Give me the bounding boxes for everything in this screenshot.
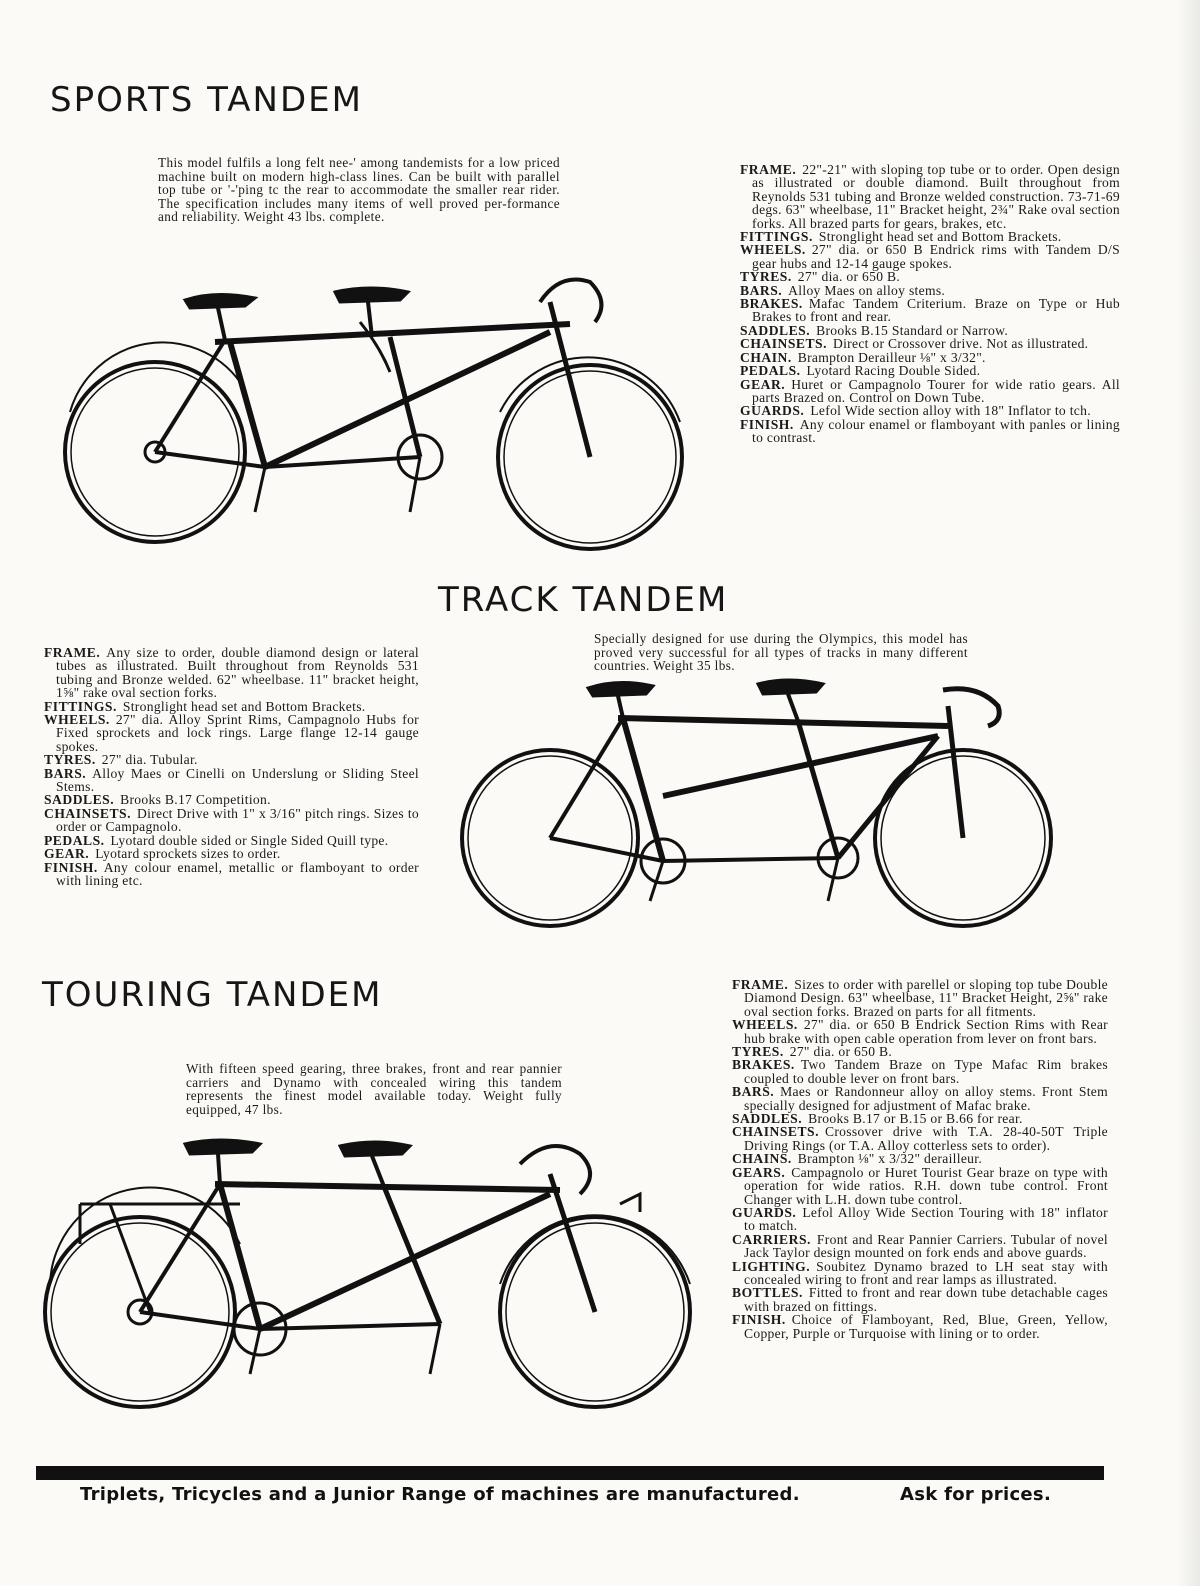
spec-text: Brampton Derailleur ⅛" x 3/32". <box>797 349 986 365</box>
spec-label: FRAME. <box>740 162 797 177</box>
spec-label: CHAINSETS. <box>740 336 827 352</box>
spec-text: Soubitez Dynamo brazed to LH seat stay with concealed wiring to front and rear lamps as illustrated. <box>744 1258 1108 1287</box>
spec-text: Stronglight head set and Bottom Brackets. <box>122 698 366 714</box>
spec-text: Crossover drive with T.A. 28-40-50T Triple Driving Rings (or T.A. Alloy cotterless sets to order). <box>744 1124 1108 1153</box>
spec-item <box>732 1045 1108 1058</box>
spec-text: Alloy Maes or Cinelli on Underslung or Sliding Steel Stems. <box>56 765 419 795</box>
spec-item <box>740 243 1120 270</box>
spec-item <box>732 978 1108 1018</box>
footer-rule <box>36 1466 1104 1480</box>
spec-label: PEDALS. <box>44 832 105 848</box>
spec-label: TYRES. <box>44 752 96 768</box>
footer-ask-prices: Ask for prices. <box>900 1484 1052 1505</box>
spec-item <box>732 1206 1108 1233</box>
spec-label: FITTINGS. <box>44 698 117 714</box>
spec-label: FINISH. <box>740 416 794 432</box>
spec-label: GUARDS. <box>740 403 805 419</box>
spec-label: FRAME. <box>44 645 101 660</box>
footer-range-note: Triplets, Tricycles and a Junior Range of machines are manufactured. <box>80 1484 800 1505</box>
sports-tandem-intro: This model fulfils a long felt nee-' among tandemists for a low priced machine built on modern high-class lines. Can be built with parallel top tube or '-'ping tc the rear to accommodate the smaller rear rider. The specification includes many items of well proved per-formance and reliability. Weight 43 lbs. complete. <box>158 155 560 225</box>
spec-label: FINISH. <box>44 859 98 875</box>
spec-text: Lefol Alloy Wide Section Touring with 18" inflator to match. <box>744 1204 1108 1234</box>
spec-text: Brooks B.17 or B.15 or B.66 for rear. <box>808 1111 1023 1127</box>
spec-label: CARRIERS. <box>732 1231 811 1247</box>
track-tandem-illustration <box>458 676 1058 951</box>
spec-label: FRAME. <box>732 977 789 992</box>
spec-label: CHAINSETS. <box>732 1124 819 1140</box>
spec-text: Any colour enamel or flamboyant with panles or lining to contrast. <box>752 416 1120 446</box>
spec-text: Lyotard Racing Double Sided. <box>806 363 981 379</box>
spec-text: Sizes to order with parellel or sloping top tube Double Diamond Design. 63" wheelbase, 11" Bracket Height, 2⅝" rake oval section forks. Brazed on parts for all fitments. <box>744 977 1108 1019</box>
spec-text: Fitted to front and rear down tube detachable cages with brazed on fittings. <box>744 1285 1108 1314</box>
spec-label: BOTTLES. <box>732 1285 803 1301</box>
spec-item <box>732 1313 1108 1340</box>
spec-text: 27" dia. or 650 B Endrick Section Rims with Rear hub brake with open cable operation from lever on front bars. <box>744 1017 1108 1046</box>
spec-text: Direct or Crossover drive. Not as illustrated. <box>832 336 1089 352</box>
spec-text: Lefol Wide section alloy with 18" Inflator to tch. <box>810 403 1091 419</box>
spec-item <box>740 364 1120 377</box>
spec-item <box>740 163 1120 230</box>
spec-item <box>44 713 419 753</box>
spec-item <box>740 378 1120 405</box>
spec-item <box>740 270 1120 283</box>
spec-label: BARS. <box>44 765 87 781</box>
touring-tandem-specs <box>732 978 1108 1340</box>
spec-text: Two Tandem Braze on Type Mafac Rim brakes coupled to double lever on front bars. <box>744 1057 1108 1086</box>
spec-item <box>732 1058 1108 1085</box>
spec-item <box>740 337 1120 350</box>
spec-label: GEARS. <box>732 1164 786 1180</box>
spec-item <box>44 646 419 700</box>
spec-text: Maes or Randonneur alloy on alloy stems. Front Stem specially designed for adjustment of Mafac brake. <box>744 1084 1108 1113</box>
spec-text: Mafac Tandem Criterium. Braze on Type or Hub Brakes to front and rear. <box>752 296 1120 325</box>
sports-tandem-specs <box>740 163 1120 445</box>
spec-item <box>732 1260 1108 1287</box>
spec-label: GEAR. <box>740 376 786 392</box>
spec-text: Any colour enamel, metallic or flamboyant to order with lining etc. <box>56 859 419 888</box>
spec-label: CHAINSETS. <box>44 805 131 821</box>
spec-text: 27" dia. Alloy Sprint Rims, Campagnolo Hubs for Fixed sprockets and lock rings. Large flange 12-14 gauge spokes. <box>56 712 419 754</box>
spec-item <box>732 1085 1108 1112</box>
spec-item <box>44 807 419 834</box>
sports-tandem-illustration <box>50 262 700 562</box>
spec-text: Alloy Maes on alloy stems. <box>788 282 946 298</box>
spec-label: GUARDS. <box>732 1204 797 1220</box>
spec-text: 27" dia. or 650 B Endrick rims with Tandem D/S gear hubs and 12-14 gauge spokes. <box>752 242 1120 271</box>
spec-item <box>740 404 1120 417</box>
spec-text: Campagnolo or Huret Tourist Gear braze on type with operation for wide ratios. R.H. down tube control. Front Changer with L.H. down tube control. <box>744 1164 1108 1207</box>
track-tandem-intro: Specially designed for use during the Olympics, this model has proved very successful for all types of tracks in many different countries. Weight 35 lbs. <box>594 631 968 674</box>
spec-text: Front and Rear Pannier Carriers. Tubular of novel Jack Taylor design mounted on fork ends and above guards. <box>744 1231 1108 1261</box>
spec-text: 27" dia. Tubular. <box>101 752 198 768</box>
spec-text: 27" dia. or 650 B. <box>797 269 901 285</box>
spec-label: WHEELS. <box>740 242 806 258</box>
spec-label: LIGHTING. <box>732 1258 811 1274</box>
spec-item <box>44 834 419 847</box>
spec-label: BRAKES. <box>740 296 803 312</box>
spec-item <box>732 1152 1108 1165</box>
spec-item <box>44 700 419 713</box>
spec-text: Direct Drive with 1" x 3/16" pitch rings. Sizes to order or Campagnolo. <box>56 805 419 835</box>
spec-label: WHEELS. <box>732 1017 798 1033</box>
spec-text: Brampton ⅛" x 3/32" derailleur. <box>797 1151 983 1167</box>
spec-text: Any size to order, double diamond design or lateral tubes as illustrated. Built throughout from Reynolds 531 tubing and Bronze welded. 62" wheelbase. 11" bracket height, 1⅝" rake oval section forks. <box>56 645 419 701</box>
spec-text: Brooks B.15 Standard or Narrow. <box>816 322 1009 338</box>
spec-text: Lyotard sprockets sizes to order. <box>95 846 281 862</box>
spec-item <box>740 297 1120 324</box>
spec-label: CHAINS. <box>732 1151 792 1167</box>
sports-tandem-heading: SPORTS TANDEM <box>50 80 363 120</box>
spec-text: Brooks B.17 Competition. <box>120 792 271 808</box>
spec-label: BARS. <box>732 1084 775 1100</box>
scan-edge-shadow <box>1178 0 1200 1586</box>
touring-tandem-illustration <box>40 1134 700 1434</box>
spec-item <box>44 847 419 860</box>
spec-label: SADDLES. <box>44 792 115 808</box>
touring-tandem-intro: With fifteen speed gearing, three brakes, front and rear pannier carriers and Dynamo with concealed wiring this tandem represents the finest model available today. Weight fully equipped, 47 lbs. <box>186 1061 562 1117</box>
spec-label: WHEELS. <box>44 712 110 728</box>
spec-text: Lyotard double sided or Single Sided Quill type. <box>110 832 389 848</box>
spec-text: Huret or Campagnolo Tourer for wide ratio gears. All parts Brazed on. Control on Down Tube. <box>752 376 1120 405</box>
spec-text: Stronglight head set and Bottom Brackets. <box>818 229 1062 245</box>
spec-item <box>740 418 1120 445</box>
spec-item <box>44 861 419 888</box>
spec-label: PEDALS. <box>740 363 801 379</box>
spec-item <box>732 1018 1108 1045</box>
spec-item <box>740 230 1120 243</box>
spec-item <box>740 324 1120 337</box>
spec-item <box>732 1125 1108 1152</box>
spec-item <box>44 793 419 806</box>
track-tandem-specs <box>44 646 419 887</box>
spec-text: Choice of Flamboyant, Red, Blue, Green, Yellow, Copper, Purple or Turquoise with lining or to order. <box>744 1312 1108 1341</box>
spec-label: BRAKES. <box>732 1057 795 1073</box>
spec-item <box>740 284 1120 297</box>
track-tandem-heading: TRACK TANDEM <box>438 580 729 620</box>
spec-item <box>732 1286 1108 1313</box>
spec-text: 22"-21" with sloping top tube or to order. Open design as illustrated or double diamond. Built throughout from Reynolds 531 tubing and Bronze welded construction. 73-71-69 degs. 63" wheelbase, 11" Bracket height, 2¾" Rake oval section forks. All brazed parts for gears, brakes, etc. <box>752 162 1120 231</box>
spec-label: GEAR. <box>44 846 90 862</box>
spec-label: SADDLES. <box>732 1111 803 1127</box>
spec-item <box>740 351 1120 364</box>
touring-tandem-heading: TOURING TANDEM <box>42 975 383 1015</box>
spec-label: FINISH. <box>732 1312 786 1328</box>
spec-text: 27" dia. or 650 B. <box>789 1044 893 1060</box>
spec-item <box>732 1112 1108 1125</box>
spec-item <box>44 753 419 766</box>
spec-label: CHAIN. <box>740 349 792 365</box>
spec-label: TYRES. <box>732 1044 784 1060</box>
spec-label: BARS. <box>740 282 783 298</box>
spec-item <box>44 767 419 794</box>
spec-item <box>732 1233 1108 1260</box>
spec-label: SADDLES. <box>740 322 811 338</box>
spec-label: TYRES. <box>740 269 792 285</box>
spec-label: FITTINGS. <box>740 229 813 245</box>
spec-item <box>732 1166 1108 1206</box>
